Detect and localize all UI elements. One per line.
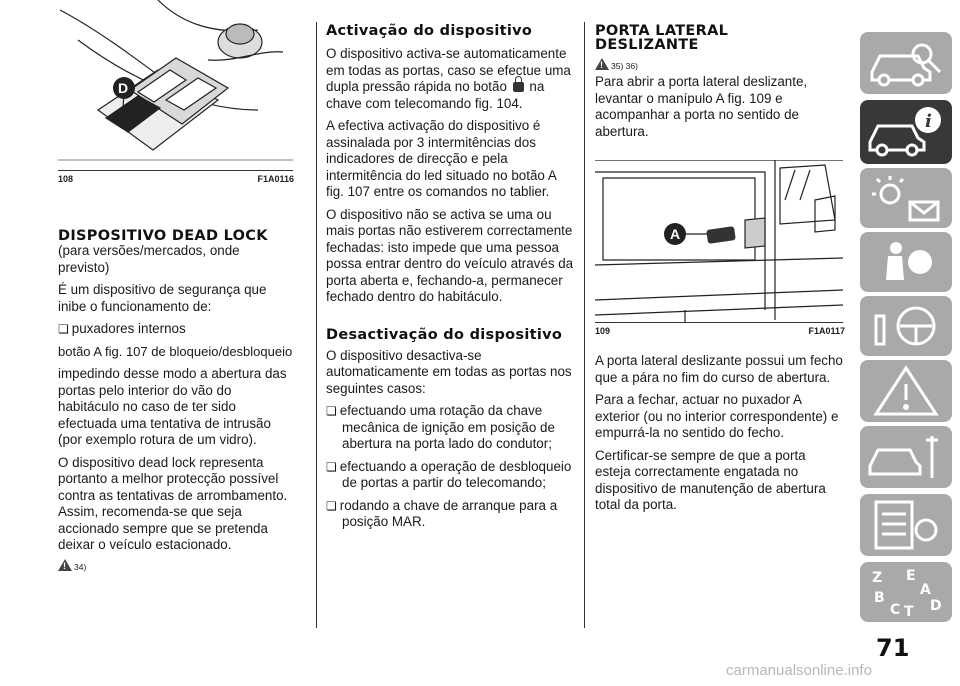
list-item: ❏ rodando a chave de arranque para a posição MAR. <box>326 498 576 531</box>
list-item: ❏ puxadores internos <box>58 321 294 338</box>
technical-data-icon <box>860 494 952 556</box>
chapter-tab-starting-driving[interactable] <box>860 296 952 356</box>
callout-label-d: D <box>118 80 129 96</box>
paragraph: Certificar-se sempre de que a porta esteja correctamente engatada no dispositivo de manutenção de abertura total da porta. <box>595 447 826 512</box>
index-letter-c: C <box>890 602 901 618</box>
figure-number: 108 <box>58 174 74 184</box>
watermark: carmanualsonline.info <box>726 662 872 679</box>
paragraph: Para abrir a porta lateral deslizante, levantar o manípulo A fig. 109 e acompanhar a porta no sentido de abertura. <box>595 74 808 139</box>
chapter-tab-technical-data[interactable] <box>860 494 952 556</box>
figure-number: 109 <box>595 326 611 336</box>
warning-icon: ! <box>595 58 609 70</box>
chapter-tab-index[interactable] <box>860 562 952 622</box>
airbag-icon <box>860 232 952 292</box>
warning-icon: ! <box>58 559 72 571</box>
index-letter-t: T <box>904 604 914 620</box>
page-number: 71 <box>876 634 910 662</box>
paragraph: impedindo desse modo a abertura das portas pelo interior do vão do habitáculo no caso de ter sido efectuada uma tentativa de intrusão (por exemplo rotura de um vidro). <box>58 366 287 447</box>
chapter-tab-emergency[interactable] <box>860 360 952 422</box>
warning-lights-icon <box>860 168 952 228</box>
alphabetical-index-icon <box>860 562 952 622</box>
index-letter-z: Z <box>872 570 883 586</box>
chapter-tab-maintenance[interactable] <box>860 426 952 488</box>
index-letter-a: A <box>920 582 931 598</box>
figure-caption-row <box>595 323 845 337</box>
list-item: ❏ efectuando a operação de desbloqueio de portas a partir do telecomando; <box>326 459 576 492</box>
column-divider <box>316 22 317 628</box>
svg-text:i: i <box>925 111 932 132</box>
warning-reference: ! 34) <box>58 559 294 572</box>
car-info-icon <box>860 100 952 164</box>
paragraph: É um dispositivo de segurança que inibe o funcionamento de: <box>58 282 267 314</box>
callout-label-a: A <box>670 226 681 242</box>
section-heading: DISPOSITIVO DEAD LOCK <box>58 228 268 244</box>
chapter-tab-instruments[interactable] <box>860 168 952 228</box>
paragraph: A porta lateral deslizante possui um fecho que a pára no fim do curso de abertura. <box>595 353 843 385</box>
car-search-icon <box>860 32 952 94</box>
hazard-triangle-icon <box>860 360 952 422</box>
index-letter-d: D <box>930 598 942 614</box>
van-side-door-illustration <box>595 160 843 322</box>
column-3 <box>595 24 845 514</box>
index-letter-e: E <box>906 568 916 584</box>
lock-icon <box>513 82 524 92</box>
paragraph: A efectiva activação do dispositivo é assinalada por 3 intermitências dos indicadores de direcção e pela intermitência do led situado no botão A fig. 107 entre os comandos no tablier. <box>326 118 557 199</box>
window-switch-illustration <box>58 0 293 168</box>
chapter-tab-vehicle-knowledge[interactable] <box>860 32 952 94</box>
paragraph: Para a fechar, actuar no puxador A exterior (ou no interior correspondente) e empurrá-la no sentido do fecho. <box>595 392 839 440</box>
section-heading: PORTA LATERAL DESLIZANTE <box>595 23 729 53</box>
column-divider <box>584 22 585 628</box>
paragraph: O dispositivo activa-se automaticamente em todas as portas, caso se efectue uma dupla pressão rápida no botão na chave com telecomando fig. 104. <box>326 46 571 111</box>
paragraph: O dispositivo dead lock representa portanto a melhor protecção possível contra as tentativas de arrombamento. Assim, recomenda-se que seja accionado sempre que se pretenda deixar o veículo estacionado. <box>58 454 288 552</box>
column-2 <box>326 24 576 531</box>
warning-reference: ! 35) 36) <box>595 58 845 71</box>
figure-109 <box>595 160 843 322</box>
figure-code: F1A0117 <box>808 326 845 336</box>
steering-wheel-icon <box>860 296 952 356</box>
chapter-tab-safety[interactable] <box>860 232 952 292</box>
section-subheading: (para versões/mercados, onde previsto) <box>58 243 240 275</box>
chapter-tab-vehicle-info[interactable] <box>860 100 952 164</box>
section-heading: Desactivação do dispositivo <box>326 326 563 343</box>
list-item: ❏ efectuando uma rotação da chave mecânica de ignição em posição de abertura na porta lado do condutor; <box>326 403 576 453</box>
figure-108 <box>58 0 293 168</box>
index-letter-b: B <box>874 590 885 606</box>
paragraph: O dispositivo não se activa se uma ou mais portas não estiverem correctamente fechadas: isto impede que uma pessoa possa entrar dentro do veículo através da porta aberta e, fechando-a, permanecer fechado dentro do habitáculo. <box>326 206 574 304</box>
figure-code: F1A0116 <box>257 174 294 184</box>
section-heading: Activação do dispositivo <box>326 23 533 39</box>
figure-rule <box>58 170 293 171</box>
paragraph: O dispositivo desactiva-se automaticamente em todas as portas nos seguintes casos: <box>326 347 572 396</box>
paragraph: botão A fig. 107 de bloqueio/desbloqueio <box>58 343 293 359</box>
car-tools-icon <box>860 426 952 488</box>
